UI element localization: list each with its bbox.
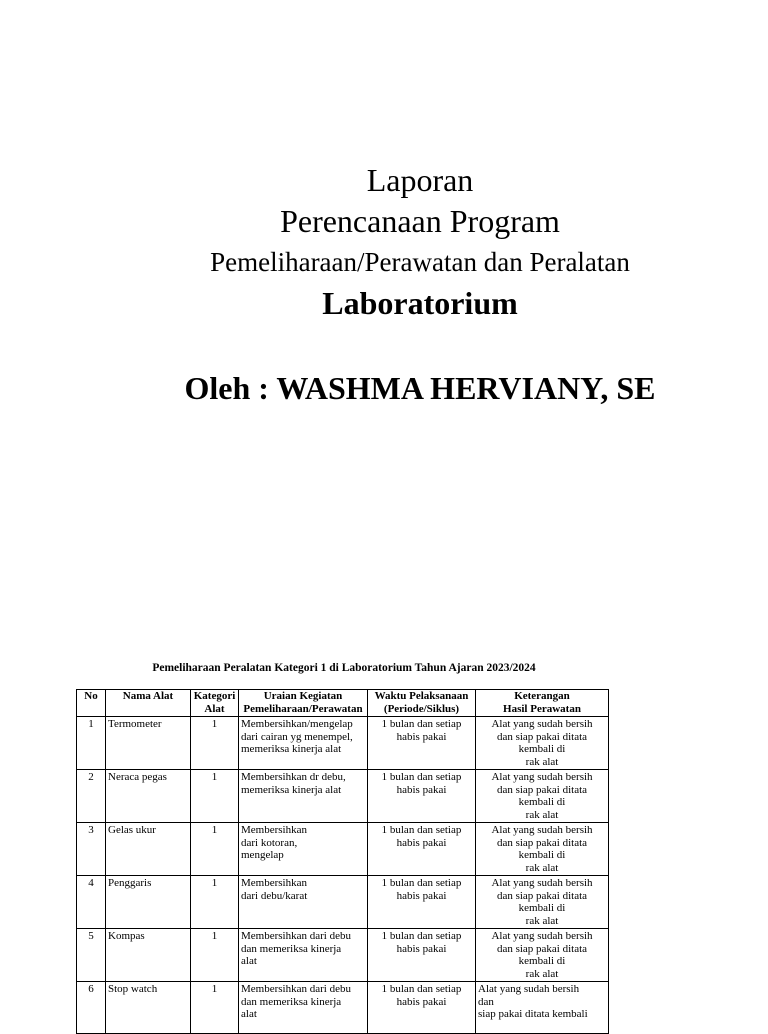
cell-no: 5 (77, 929, 106, 982)
cell-kategori: 1 (191, 876, 239, 929)
cell-no: 4 (77, 876, 106, 929)
cell-keterangan: Alat yang sudah bersih dan siap pakai ditata kembali di rak alat (476, 876, 609, 929)
table-row (77, 717, 609, 770)
table-row (77, 876, 609, 929)
cell-keterangan: Alat yang sudah bersih dan siap pakai ditata kembali di rak alat (476, 823, 609, 876)
cell-waktu: 1 bulan dan setiap habis pakai (368, 982, 476, 1034)
cell-no: 2 (77, 770, 106, 823)
table-caption: Pemeliharaan Peralatan Kategori 1 di Laboratorium Tahun Ajaran 2023/2024 (152, 662, 536, 674)
report-title-line-4: Laboratorium (322, 285, 518, 321)
cell-keterangan: Alat yang sudah bersih dan siap pakai ditata kembali di rak alat (476, 770, 609, 823)
cell-nama-alat: Penggaris (106, 876, 191, 929)
table-row (77, 982, 609, 1034)
table-header-row (77, 690, 609, 717)
table-row (77, 929, 609, 982)
maintenance-table (76, 689, 609, 1034)
cell-keterangan: Alat yang sudah bersih dan siap pakai ditata kembali (476, 982, 609, 1034)
cell-nama-alat: Kompas (106, 929, 191, 982)
report-author: Oleh : WASHMA HERVIANY, SE (184, 370, 656, 406)
cell-uraian: Membersihkan dari kotoran, mengelap (239, 823, 368, 876)
cell-nama-alat: Gelas ukur (106, 823, 191, 876)
header-keterangan: Keterangan Hasil Perawatan (476, 690, 609, 717)
cell-keterangan: Alat yang sudah bersih dan siap pakai ditata kembali di rak alat (476, 929, 609, 982)
cell-no: 3 (77, 823, 106, 876)
cell-uraian: Membersihkan dari debu dan memeriksa kinerja alat (239, 982, 368, 1034)
header-waktu: Waktu Pelaksanaan (Periode/Siklus) (368, 690, 476, 717)
header-kategori: Kategori Alat (191, 690, 239, 717)
table-row (77, 770, 609, 823)
cell-uraian: Membersihkan/mengelap dari cairan yg menempel, memeriksa kinerja alat (239, 717, 368, 770)
cell-waktu: 1 bulan dan setiap habis pakai (368, 823, 476, 876)
cell-nama-alat: Termometer (106, 717, 191, 770)
cell-nama-alat: Stop watch (106, 982, 191, 1034)
cell-kategori: 1 (191, 717, 239, 770)
report-title-line-3: Pemeliharaan/Perawatan dan Peralatan (210, 247, 630, 277)
cell-uraian: Membersihkan dr debu, memeriksa kinerja alat (239, 770, 368, 823)
report-title-line-2: Perencanaan Program (280, 203, 560, 239)
cell-kategori: 1 (191, 929, 239, 982)
cell-kategori: 1 (191, 982, 239, 1034)
header-uraian: Uraian Kegiatan Pemeliharaan/Perawatan (239, 690, 368, 717)
cell-nama-alat: Neraca pegas (106, 770, 191, 823)
cell-no: 6 (77, 982, 106, 1034)
cell-waktu: 1 bulan dan setiap habis pakai (368, 929, 476, 982)
cell-uraian: Membersihkan dari debu dan memeriksa kinerja alat (239, 929, 368, 982)
report-title-line-1: Laporan (366, 162, 474, 198)
cell-no: 1 (77, 717, 106, 770)
cell-keterangan: Alat yang sudah bersih dan siap pakai ditata kembali di rak alat (476, 717, 609, 770)
cell-kategori: 1 (191, 770, 239, 823)
cell-waktu: 1 bulan dan setiap habis pakai (368, 770, 476, 823)
table-row (77, 823, 609, 876)
cell-kategori: 1 (191, 823, 239, 876)
cell-waktu: 1 bulan dan setiap habis pakai (368, 876, 476, 929)
cell-uraian: Membersihkan dari debu/karat (239, 876, 368, 929)
cell-waktu: 1 bulan dan setiap habis pakai (368, 717, 476, 770)
header-nama-alat: Nama Alat (106, 690, 191, 717)
header-no: No (77, 690, 106, 717)
